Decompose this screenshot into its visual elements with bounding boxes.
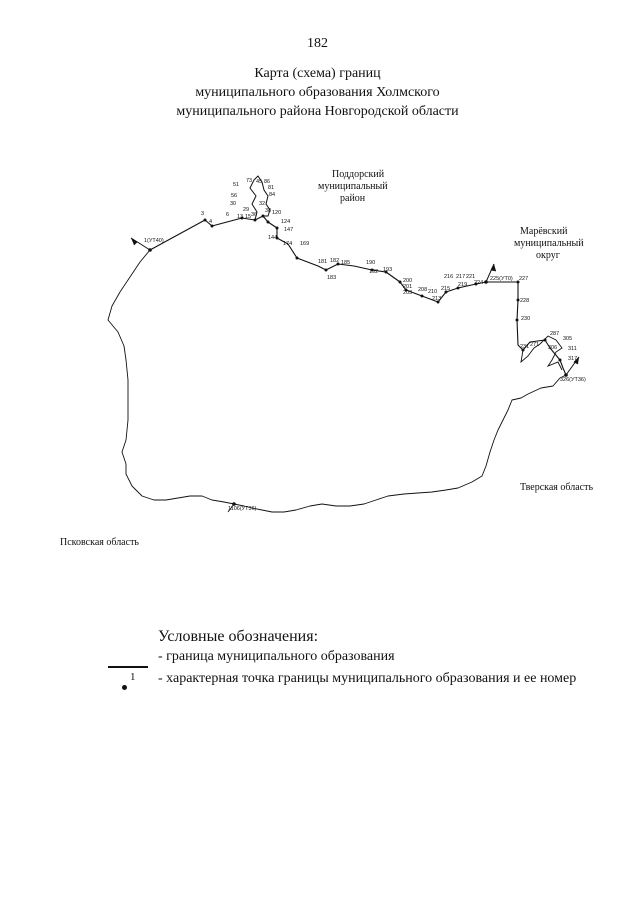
label-point-81: 81 bbox=[268, 185, 275, 191]
label-point-225: 225(УТ0) bbox=[490, 276, 513, 282]
legend-point-number: 1 bbox=[130, 671, 136, 683]
label-point-306: 306 bbox=[548, 345, 558, 351]
point-181 bbox=[325, 269, 328, 272]
label-point-208: 208 bbox=[418, 287, 428, 293]
label-point-29: 29 bbox=[243, 207, 250, 213]
label-point-1: 1(УТ40) bbox=[144, 238, 164, 244]
label-point-190: 190 bbox=[366, 260, 376, 266]
label-point-185: 185 bbox=[341, 260, 351, 266]
legend-row-line bbox=[108, 649, 395, 674]
region-marevsky-line-1: Марёвский bbox=[520, 226, 568, 237]
point-311 bbox=[559, 359, 562, 362]
label-point-217: 217 bbox=[456, 274, 466, 280]
boundary-points bbox=[148, 215, 568, 506]
label-point-215: 215 bbox=[441, 286, 451, 292]
region-marevsky-line-2: муниципальный bbox=[514, 238, 584, 249]
label-point-120: 120 bbox=[272, 210, 282, 216]
point-208 bbox=[421, 295, 424, 298]
point-124 bbox=[276, 227, 279, 230]
label-point-86: 86 bbox=[264, 179, 271, 185]
region-tver: Тверская область bbox=[520, 482, 594, 493]
legend-title: Условные обозначения: bbox=[158, 628, 319, 645]
label-point-144: 144 bbox=[268, 235, 278, 241]
label-point-201: 201 bbox=[403, 284, 413, 290]
label-point-183: 183 bbox=[327, 275, 337, 281]
label-point-216: 216 bbox=[444, 274, 454, 280]
legend-line-text: - граница муниципального образования bbox=[158, 649, 395, 664]
label-point-30: 30 bbox=[230, 201, 237, 207]
label-point-219: 219 bbox=[458, 282, 468, 288]
point-169 bbox=[296, 257, 299, 260]
label-point-210: 210 bbox=[428, 289, 438, 295]
region-poddorsky-line-1: Поддорский bbox=[332, 169, 385, 180]
label-point-311: 311 bbox=[568, 346, 577, 352]
legend-row-point bbox=[108, 671, 577, 696]
label-point-174: 174 bbox=[283, 241, 293, 247]
label-point-124: 124 bbox=[281, 219, 291, 225]
region-poddorsky-line-3: район bbox=[340, 193, 366, 204]
label-point-221: 221 bbox=[466, 274, 476, 280]
municipal-boundary-line bbox=[150, 216, 566, 375]
label-point-6: 6 bbox=[226, 212, 230, 218]
label-point-231: 231 bbox=[520, 344, 530, 350]
label-point-51: 51 bbox=[233, 182, 240, 188]
label-point-181: 181 bbox=[318, 259, 328, 265]
label-point-182: 182 bbox=[330, 258, 340, 264]
label-point-203: 203 bbox=[403, 290, 413, 296]
label-point-4: 4 bbox=[209, 219, 213, 225]
label-point-317: 317 bbox=[568, 356, 578, 362]
point-225 bbox=[484, 280, 488, 284]
point-1 bbox=[148, 248, 152, 252]
label-point-3: 3 bbox=[201, 211, 205, 217]
point-120 bbox=[267, 221, 270, 224]
page-number: 182 bbox=[307, 36, 328, 51]
label-point-227: 227 bbox=[519, 276, 529, 282]
region-pskov: Псковская область bbox=[60, 537, 139, 548]
label-point-169: 169 bbox=[300, 241, 310, 247]
region-marevsky-line-3: округ bbox=[536, 250, 560, 261]
label-point-13: 13 bbox=[237, 214, 244, 220]
label-point-84: 84 bbox=[269, 192, 276, 198]
label-point-15: 15 bbox=[245, 214, 252, 220]
label-point-228: 228 bbox=[520, 298, 530, 304]
point-3 bbox=[204, 219, 207, 222]
title-line-2: муниципального образования Холмского bbox=[195, 85, 440, 100]
label-point-45: 45 bbox=[256, 179, 263, 185]
boundary-cluster-east bbox=[521, 336, 562, 370]
point-230 bbox=[516, 319, 519, 322]
title-line-3: муниципального района Новгородской области bbox=[176, 104, 459, 119]
point-200 bbox=[399, 281, 402, 284]
outer-boundary-line bbox=[108, 250, 566, 512]
label-point-32: 32 bbox=[259, 201, 266, 207]
label-point-287: 287 bbox=[550, 331, 560, 337]
legend-point-text: - характерная точка границы муниципального образования и ее номер bbox=[158, 671, 577, 686]
label-point-193: 193 bbox=[383, 267, 393, 273]
label-point-56: 56 bbox=[231, 193, 238, 199]
region-poddorsky-line-2: муниципальный bbox=[318, 181, 388, 192]
label-point-271: 271 bbox=[530, 342, 540, 348]
label-point-213: 213 bbox=[432, 296, 442, 302]
label-point-192: 192 bbox=[369, 269, 379, 275]
label-point-38: 38 bbox=[265, 208, 272, 214]
arrow-head-1 bbox=[131, 238, 137, 245]
label-point-200: 200 bbox=[403, 278, 413, 284]
label-point-1106: 1106(УТ36) bbox=[228, 506, 257, 512]
label-point-326: 326(УТ36) bbox=[560, 377, 586, 383]
label-point-230: 230 bbox=[521, 316, 531, 322]
label-point-36: 36 bbox=[251, 212, 258, 218]
arrow-head-225 bbox=[491, 264, 496, 271]
label-point-224: 224 bbox=[474, 280, 484, 286]
label-point-305: 305 bbox=[563, 336, 573, 342]
label-point-147: 147 bbox=[284, 227, 294, 233]
title-line-1: Карта (схема) границ bbox=[254, 66, 381, 81]
label-point-73: 73 bbox=[246, 178, 253, 184]
